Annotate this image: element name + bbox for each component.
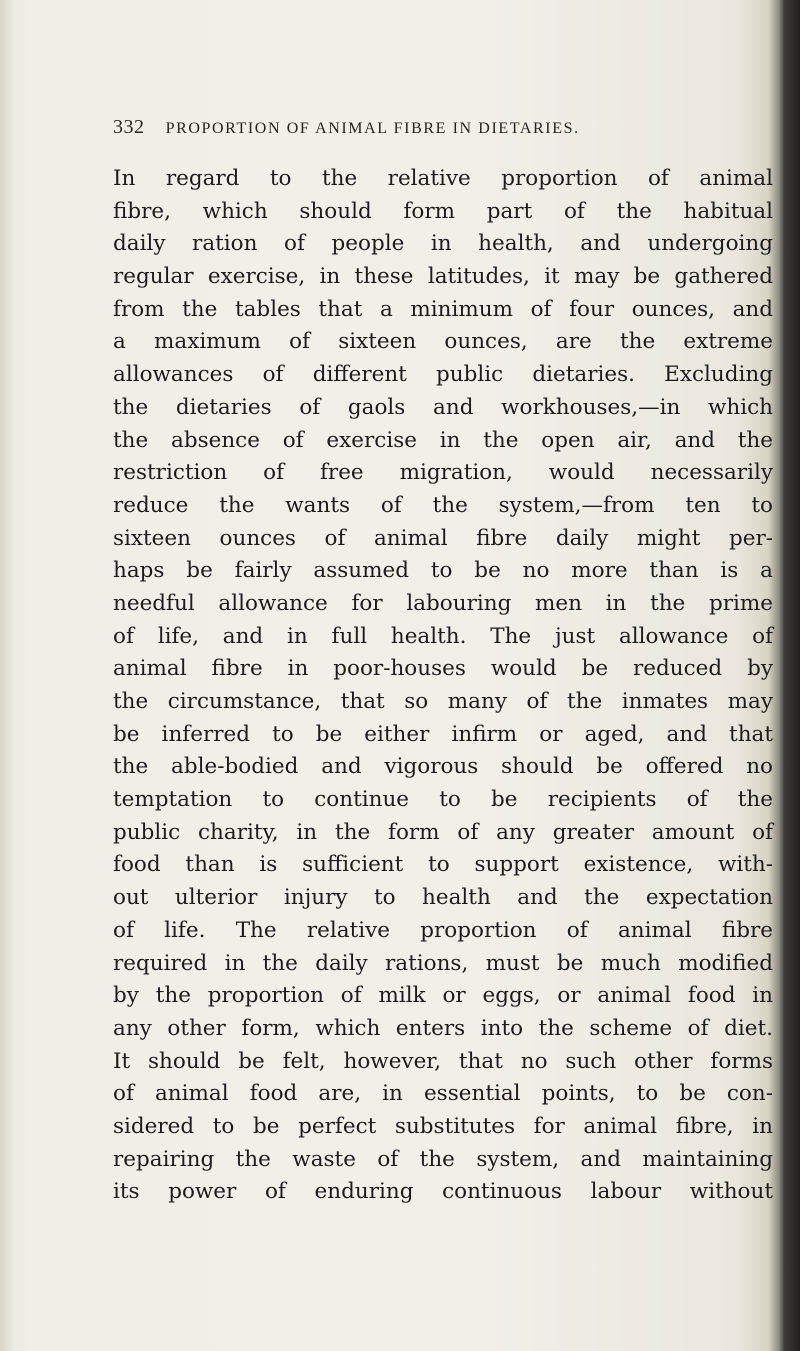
text-line: sidered to be perfect substitutes for animal fibre, in <box>113 1113 773 1139</box>
text-line: of animal food are, in essential points, to be con- <box>113 1081 773 1107</box>
text-line: reduce the wants of the system,—from ten to <box>113 492 773 518</box>
page-number: 332 <box>113 116 145 138</box>
text-line: of life. The relative proportion of animal fibre <box>113 917 773 943</box>
text-line: out ulterior injury to health and the expectation <box>113 885 773 911</box>
text-line: public charity, in the form of any greater amount of <box>113 819 773 845</box>
text-line: regular exercise, in these latitudes, it may be gathered <box>113 264 773 290</box>
text-line: food than is sufficient to support existence, with- <box>113 852 773 878</box>
text-line: from the tables that a minimum of four ounces, and <box>113 296 773 322</box>
body-paragraph <box>113 163 773 1209</box>
page-header <box>113 116 693 146</box>
text-line: sixteen ounces of animal fibre daily might per- <box>113 525 773 551</box>
running-head: PROPORTION OF ANIMAL FIBRE IN DIETARIES. <box>165 120 580 137</box>
text-line: fibre, which should form part of the habitual <box>113 198 773 224</box>
text-line: animal fibre in poor-houses would be reduced by <box>113 656 773 682</box>
text-line: by the proportion of milk or eggs, or animal food in <box>113 983 773 1009</box>
text-line: a maximum of sixteen ounces, are the extreme <box>113 329 773 355</box>
text-line: the dietaries of gaols and workhouses,—in which <box>113 394 773 420</box>
page-gutter-shadow <box>0 0 14 1351</box>
text-line: the circumstance, that so many of the inmates may <box>113 689 773 714</box>
text-line: the able-bodied and vigorous should be offered no <box>113 754 773 780</box>
text-line: required in the daily rations, must be much modified <box>113 950 773 976</box>
text-line: the absence of exercise in the open air, and the <box>113 427 773 453</box>
text-line: It should be felt, however, that no such other forms <box>113 1048 773 1074</box>
text-line: restriction of free migration, would necessarily <box>113 460 773 486</box>
text-line: its power of enduring continuous labour without <box>113 1179 773 1205</box>
text-line: repairing the waste of the system, and maintaining <box>113 1146 773 1172</box>
text-line: of life, and in full health. The just allowance of <box>113 623 773 649</box>
text-line: daily ration of people in health, and undergoing <box>113 231 773 257</box>
text-line: be inferred to be either infirm or aged, and that <box>113 721 773 747</box>
page-edge-shadow <box>778 0 800 1351</box>
text-line: In regard to the relative proportion of animal <box>113 166 773 191</box>
text-line: needful allowance for labouring men in the prime <box>113 590 773 616</box>
text-line: temptation to continue to be recipients of the <box>113 787 773 813</box>
text-line: any other form, which enters into the scheme of diet. <box>113 1015 773 1041</box>
text-line: allowances of different public dietaries. Excluding <box>113 362 773 388</box>
text-line: haps be fairly assumed to be no more than is a <box>113 558 773 584</box>
